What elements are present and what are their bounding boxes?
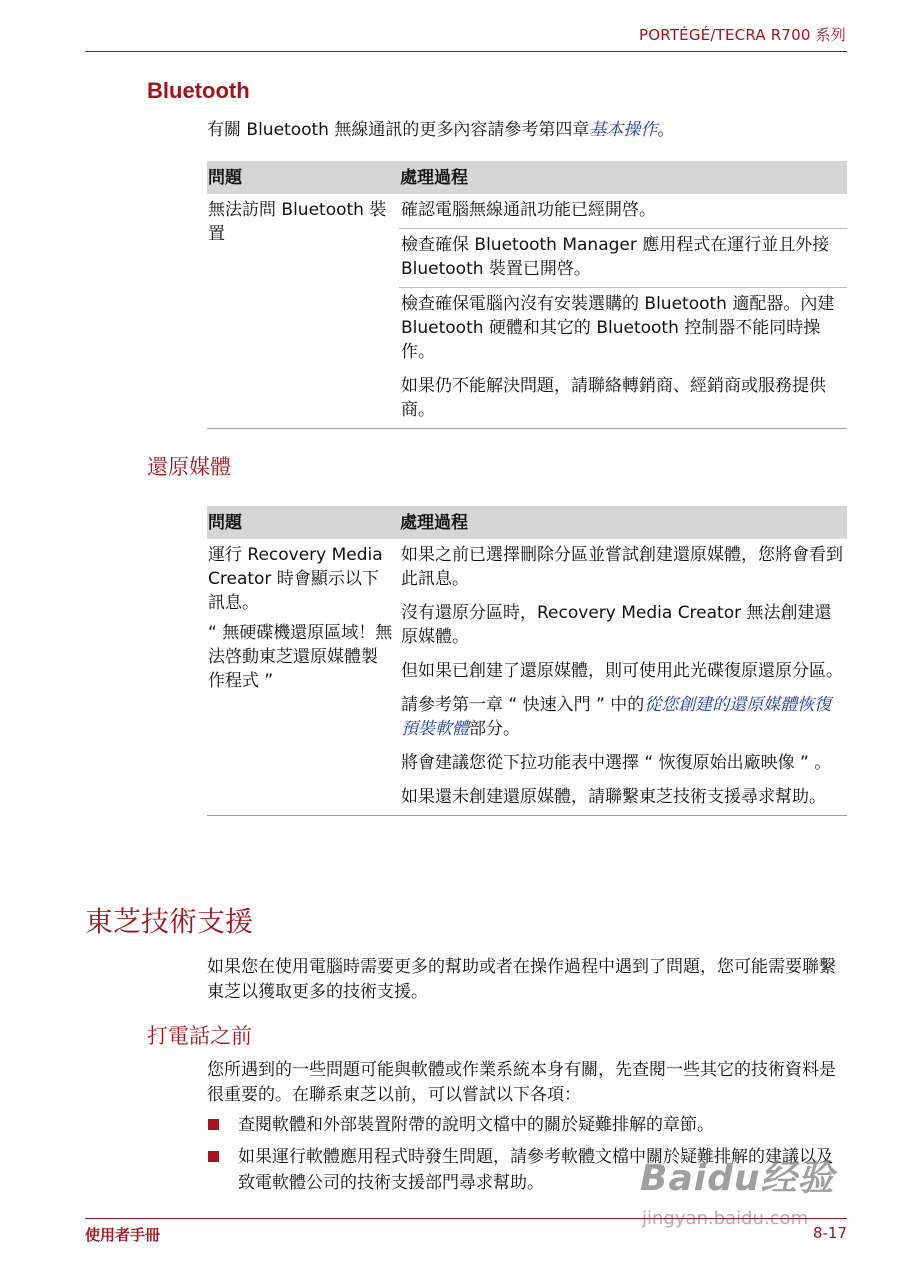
bluetooth-heading: Bluetooth <box>147 78 250 103</box>
procedure-step-reference: 請參考第一章 “ 快速入門 ” 中的從您創建的還原媒體恢復預裝軟體部分。 <box>401 695 832 739</box>
procedure-step: 沒有還原分區時，Recovery Media Creator 無法創建還原媒體。 <box>401 603 832 647</box>
before-call-heading: 打電話之前 <box>147 1024 252 1048</box>
recovery-media-heading: 還原媒體 <box>147 455 231 479</box>
procedure-step: 但如果已創建了還原媒體，則可使用此光碟復原還原分區。 <box>401 661 843 681</box>
procedure-step: 檢查確保電腦內沒有安裝選購的 Bluetooth 適配器。內建 Bluetooth 硬體和其它的 Bluetooth 控制器不能同時操作。 <box>401 294 835 362</box>
problem-cell: 無法訪問 Bluetooth 裝置 <box>208 200 387 244</box>
before-call-intro: 您所遇到的一些問題可能與軟體或作業系統本身有關，先查閱一些其它的技術資料是很重要的。在聯系東芝以前，可以嘗試以下各項： <box>207 1060 836 1105</box>
square-bullet-icon <box>208 1119 219 1130</box>
problem-text: 運行 Recovery Media Creator 時會顯示以下訊息。 <box>208 545 383 613</box>
procedure-step: 如果還未創建還原媒體，請聯繫東芝技術支援尋求幫助。 <box>401 787 826 807</box>
footer-rule <box>85 1218 847 1219</box>
recovery-troubleshooting-table <box>207 506 847 816</box>
basic-operation-link[interactable]: 基本操作 <box>589 120 658 140</box>
procedure-step: 將會建議您從下拉功能表中選擇 “ 恢復原始出廠映像 ” 。 <box>401 753 832 773</box>
procedure-step: 檢查確保 Bluetooth Manager 應用程式在運行並且外接 Bluetooth 裝置已開啓。 <box>399 229 847 288</box>
running-header-title: PORTÉGÉ/TECRA R700 系列 <box>639 26 846 44</box>
square-bullet-icon <box>208 1151 219 1162</box>
table-header-row <box>207 506 847 539</box>
procedure-step: 如果仍不能解決問題，請聯絡轉銷商、經銷商或服務提供商。 <box>401 376 826 420</box>
problem-cell <box>207 539 399 816</box>
list-item: 查閱軟體和外部裝置附帶的說明文檔中的關於疑難排解的章節。 <box>207 1112 849 1138</box>
procedure-step: 如果之前已選擇刪除分區並嘗試創建還原媒體，您將會看到此訊息。 <box>401 545 843 589</box>
column-header-procedure: 處理過程 <box>399 161 847 194</box>
error-message-quote: “ 無硬碟機還原區域！無法啓動東芝還原媒體製作程式 ” <box>208 623 393 691</box>
bluetooth-troubleshooting-table <box>207 161 847 429</box>
column-header-problem: 問題 <box>207 506 399 539</box>
column-header-procedure: 處理過程 <box>399 506 847 539</box>
restore-from-media-link[interactable]: 從您創建的還原媒體恢復預裝軟體 <box>401 695 832 739</box>
tech-support-intro: 如果您在使用電腦時需要更多的幫助或者在操作過程中遇到了問題，您可能需要聯繫東芝以獲取更多的技術支援。 <box>207 957 836 1002</box>
bluetooth-intro: 有關 Bluetooth 無線通訊的更多內容請參考第四章基本操作。 <box>207 120 675 140</box>
procedure-cell <box>399 539 847 816</box>
watermark-logo: Baidu经验 <box>640 1158 835 1199</box>
footer-page-number: 8-17 <box>812 1224 847 1242</box>
header-rule <box>85 51 847 52</box>
table-row <box>207 194 847 429</box>
tech-support-heading: 東芝技術支援 <box>85 905 254 938</box>
procedure-cell <box>399 194 847 429</box>
procedure-step: 確認電腦無線通訊功能已經開啓。 <box>399 194 847 229</box>
footer-manual-title: 使用者手冊 <box>85 1226 161 1244</box>
table-row <box>207 539 847 816</box>
list-item: 如果運行軟體應用程式時發生問題，請參考軟體文檔中關於疑難排解的建議以及致電軟體公司的技術支援部門尋求幫助。 <box>207 1144 849 1196</box>
table-header-row <box>207 161 847 194</box>
watermark-url: jingyan.baidu.com <box>642 1208 809 1229</box>
column-header-problem: 問題 <box>207 161 399 194</box>
